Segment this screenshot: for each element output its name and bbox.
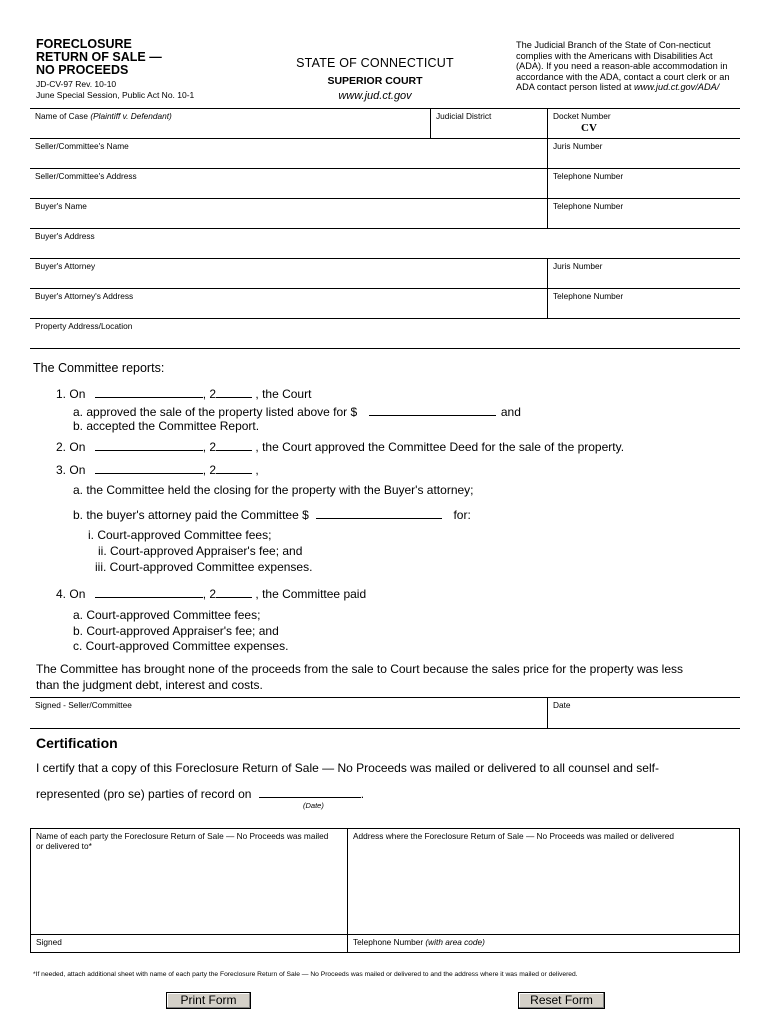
attorney-address-label: Buyer's Attorney's Address [35,291,134,301]
party-box [30,828,740,953]
judicial-district-label: Judicial District [436,111,492,121]
telephone-label: Telephone Number [353,937,424,947]
seller-address-label: Seller/Committee's Address [35,171,137,181]
docket-number-field[interactable] [547,109,740,138]
docket-prefix: CV [581,122,597,134]
footnote: *If needed, attach additional sheet with name of each party the Foreclosure Return of Sale — No Proceeds was mailed or delivered to and the address where it was mailed or delivered. [33,971,578,978]
for-text: for: [453,508,471,522]
court-name: SUPERIOR COURT [327,75,423,87]
seller-name-field[interactable] [30,139,547,168]
signed-label: Signed [36,937,62,947]
state-name: STATE OF CONNECTICUT [296,56,454,70]
year-prefix: , 2 [202,587,217,601]
court-url: www.jud.ct.gov [338,90,412,102]
attorney-payment-field[interactable] [316,507,442,519]
row-signature [30,698,740,729]
buyer-address-field[interactable] [30,229,740,258]
item-3b-text: b. the buyer's attorney paid the Committee $ [73,508,309,522]
telephone-number-label: Telephone Number [553,171,624,181]
docket-number-label: Docket Number [553,111,611,121]
date-field[interactable] [95,386,203,398]
item-4c-text: c. Court-approved Committee expenses. [73,639,289,653]
buyer-name-field[interactable] [30,199,547,228]
item-4-tail: , the Committee paid [255,587,367,601]
attorney-telephone-field[interactable] [547,289,740,318]
juris-number-label: Juris Number [553,261,603,271]
year-prefix: , 2 [202,387,217,401]
name-of-case-field[interactable] [30,109,430,138]
item-4 [56,586,366,603]
comma: , [255,463,259,477]
row-attorney-address [30,289,740,319]
item-3b [73,507,471,524]
item-1-tail: , the Court [255,387,312,401]
certification-date-field[interactable] [259,786,361,798]
on-label: On [69,440,86,454]
item-3-i: i. Court-approved Committee fees; [88,528,272,542]
item-number: 4. [56,587,67,601]
on-label: On [69,387,86,401]
title-line-2: RETURN OF SALE — [36,50,162,64]
on-label: On [69,587,86,601]
row-buyer-attorney [30,259,740,289]
date-hint: (Date) [303,801,324,810]
buyer-attorney-label: Buyer's Attorney [35,261,96,271]
report-intro: The Committee reports: [33,361,165,375]
item-4a-text: a. Court-approved Committee fees; [73,608,261,622]
year-prefix: , 2 [202,463,217,477]
reset-form-button[interactable]: Reset Form [518,992,605,1009]
item-3 [56,462,259,479]
item-4b-text: b. Court-approved Appraiser's fee; and [73,624,279,638]
row-seller-name [30,139,740,169]
item-3a-text: a. the Committee held the closing for the property with the Buyer's attorney; [73,483,474,497]
item-2-tail: , the Court approved the Committee Deed for the sale of the property. [255,440,625,454]
seller-juris-field[interactable] [547,139,740,168]
cert-signature-field[interactable] [31,935,348,952]
item-number: 3. [56,463,67,477]
row-buyer-address [30,229,740,259]
telephone-number-label: Telephone Number [553,291,624,301]
print-form-button[interactable]: Print Form [166,992,251,1009]
on-label: On [69,463,86,477]
item-3-ii: ii. Court-approved Appraiser's fee; and [98,544,303,558]
title-line-1: FORECLOSURE [36,37,132,51]
name-of-case-label: Name of Case [35,111,89,121]
row-seller-address [30,169,740,199]
row-buyer-name [30,199,740,229]
buyer-attorney-field[interactable] [30,259,547,288]
buyer-telephone-field[interactable] [547,199,740,228]
seller-name-label: Seller/Committee's Name [35,141,129,151]
date-label: Date [553,700,571,710]
year-prefix: , 2 [202,440,217,454]
juris-number-label: Juris Number [553,141,603,151]
form-meta [36,79,194,101]
judicial-district-field[interactable] [430,109,547,138]
property-address-label: Property Address/Location [35,321,133,331]
session-text: June Special Session, Public Act No. 10-1 [36,90,195,100]
conclusion-line-2: than the judgment debt, interest and costs. [36,677,263,692]
year-field[interactable] [216,439,252,451]
date-field[interactable] [95,586,203,598]
attorney-juris-field[interactable] [547,259,740,288]
title-line-3: NO PROCEEDS [36,63,129,77]
party-names-field[interactable] [31,829,348,935]
seller-telephone-field[interactable] [547,169,740,198]
party-addresses-label: Address where the Foreclosure Return of Sale — No Proceeds was mailed or delivered [353,831,674,841]
telephone-hint: (with area code) [425,937,485,947]
certification-line-2-text: represented (pro se) parties of record on [36,787,252,801]
year-field[interactable] [216,386,252,398]
item-1 [56,386,311,403]
certification-line-1: I certify that a copy of this Foreclosure Return of Sale — No Proceeds was mailed or delivered to all counsel and self- [36,761,659,775]
item-2 [56,439,624,456]
cert-telephone-field[interactable] [348,935,739,952]
attorney-address-field[interactable] [30,289,547,318]
certification-heading: Certification [36,735,118,751]
name-of-case-hint: (Plaintiff v. Defendant) [90,111,172,121]
buyer-name-label: Buyer's Name [35,201,87,211]
ada-notice [516,40,736,93]
item-1b-text: b. accepted the Committee Report. [73,419,260,433]
year-field[interactable] [216,462,252,474]
property-address-field[interactable] [30,319,740,348]
row-property [30,319,740,349]
ada-url[interactable]: www.jud.ct.gov/ADA/ [633,82,720,93]
sale-price-field[interactable] [369,404,496,416]
signature-date-field[interactable] [547,698,740,728]
period: . [360,787,365,801]
signature-grid [30,697,740,729]
court-heading [270,56,480,102]
form-title [36,38,196,77]
item-number: 2. [56,440,67,454]
form-number: JD-CV-97 Rev. 10-10 [36,79,117,89]
seller-address-field[interactable] [30,169,547,198]
date-field[interactable] [95,439,203,451]
year-field[interactable] [216,586,252,598]
buyer-address-label: Buyer's Address [35,231,95,241]
item-1a-text: a. approved the sale of the property listed above for $ [73,405,358,419]
party-names-label: Name of each party the Foreclosure Return of Sale — No Proceeds was mailed or delivered to* [36,831,329,851]
seller-signature-field[interactable] [30,698,547,728]
conclusion [36,662,748,693]
item-3-iii: iii. Court-approved Committee expenses. [95,560,313,574]
date-field[interactable] [95,462,203,474]
item-number: 1. [56,387,67,401]
row-case [30,109,740,139]
and-text: and [500,405,521,419]
ada-text: The Judicial Branch of the State of Con-necticut complies with the Americans with Disabilities Act (ADA). If you need a reason-able accommodation in accordance with the ADA, contact a court clerk or an ADA contact person listed at [516,40,730,93]
case-info-grid [30,108,740,349]
signed-seller-label: Signed - Seller/Committee [35,700,132,710]
conclusion-line-1: The Committee has brought none of the proceeds from the sale to Court because the sales price for the property was less [36,662,684,676]
telephone-number-label: Telephone Number [553,201,624,211]
party-addresses-field[interactable] [348,829,739,935]
